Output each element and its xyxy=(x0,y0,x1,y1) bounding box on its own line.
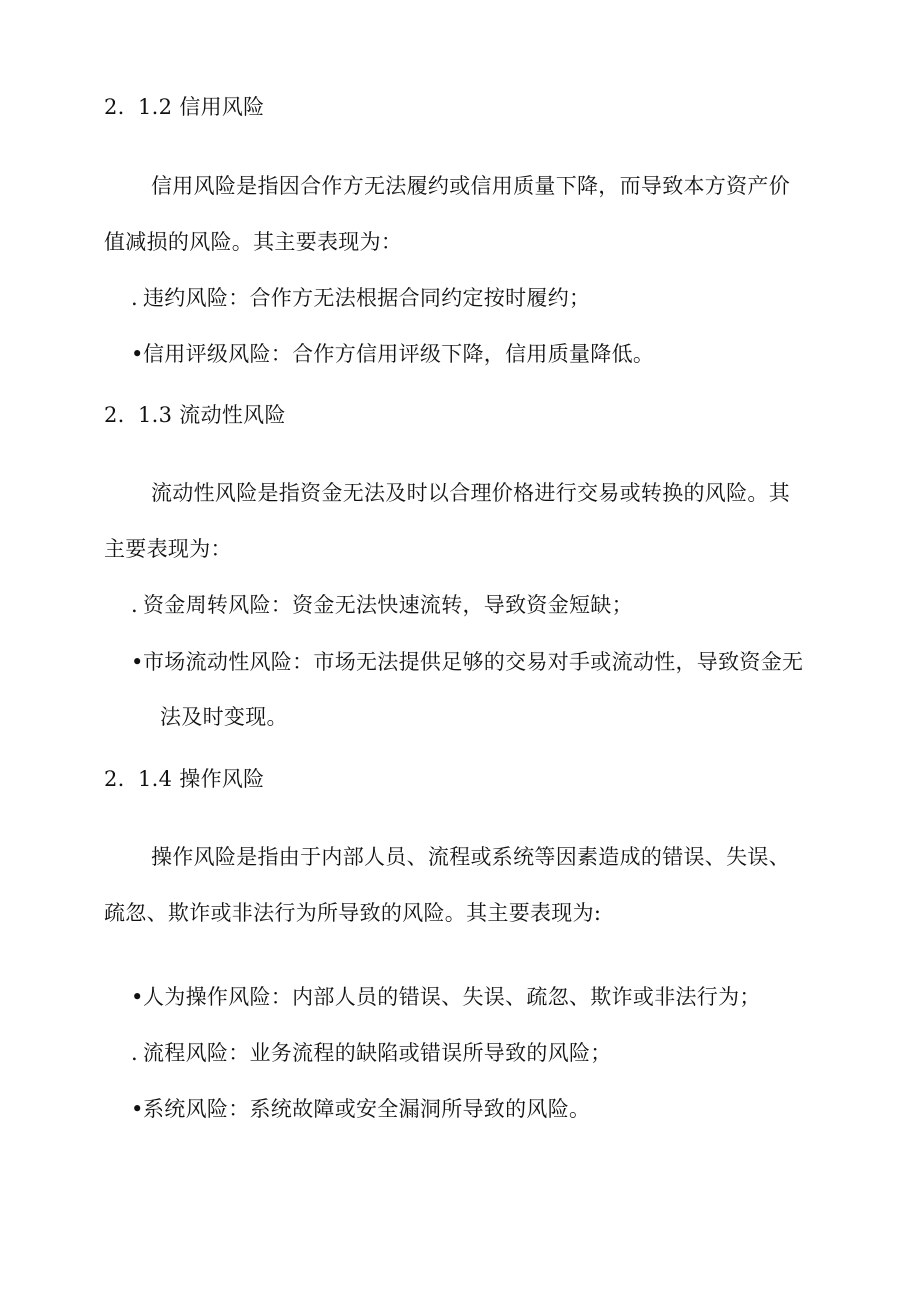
list-item-text: 资金周转风险：资金无法快速流转，导致资金短缺； xyxy=(143,593,633,617)
list-item-text: 市场流动性风险：市场无法提供足够的交易对手或流动性，导致资金无 xyxy=(143,650,804,674)
list-item xyxy=(131,591,633,619)
section-heading-liquidity-risk xyxy=(104,401,286,429)
paragraph-line: 信用风险是指因合作方无法履约或信用质量下降，而导致本方资产价 xyxy=(151,174,790,198)
bullet-mark: . xyxy=(131,1041,138,1065)
list-item xyxy=(131,340,654,368)
list-item-text: 违约风险：合作方无法根据合同约定按时履约； xyxy=(143,286,591,310)
heading-number: 2. xyxy=(104,95,125,119)
list-item xyxy=(131,1095,590,1123)
heading-text: 1.2 信用风险 xyxy=(138,95,265,119)
heading-number: 2. xyxy=(104,767,125,791)
paragraph-line: 主要表现为： xyxy=(104,537,232,561)
list-item xyxy=(131,983,761,1011)
bullet-mark: • xyxy=(131,985,144,1009)
heading-number: 2. xyxy=(104,403,125,427)
bullet-mark: • xyxy=(131,1097,144,1121)
list-item-text: 信用评级风险：合作方信用评级下降，信用质量降低。 xyxy=(143,342,655,366)
heading-text: 1.4 操作风险 xyxy=(138,767,265,791)
bullet-mark: • xyxy=(131,342,144,366)
bullet-mark: . xyxy=(131,286,138,310)
list-item-text: 流程风险：业务流程的缺陷或错误所导致的风险； xyxy=(143,1041,612,1065)
list-item-text: 人为操作风险：内部人员的错误、失误、疏忽、欺诈或非法行为； xyxy=(143,985,761,1009)
paragraph-line: 值减损的风险。其主要表现为： xyxy=(104,230,403,254)
list-item xyxy=(131,648,803,676)
paragraph-line: 流动性风险是指资金无法及时以合理价格进行交易或转换的风险。其 xyxy=(151,481,790,505)
paragraph-line: 疏忽、欺诈或非法行为所导致的风险。其主要表现为: xyxy=(104,901,602,925)
list-item-text: 系统风险：系统故障或安全漏洞所导致的风险。 xyxy=(143,1097,591,1121)
list-item xyxy=(131,1039,612,1067)
section-heading-operational-risk xyxy=(104,765,264,793)
list-item xyxy=(131,284,590,312)
bullet-mark: • xyxy=(131,650,144,674)
list-item-continuation: 法及时变现。 xyxy=(160,705,288,729)
heading-text: 1.3 流动性风险 xyxy=(138,403,286,427)
bullet-mark: . xyxy=(131,593,138,617)
section-heading-credit-risk xyxy=(104,93,264,121)
paragraph-line: 操作风险是指由于内部人员、流程或系统等因素造成的错误、失误、 xyxy=(151,845,790,869)
